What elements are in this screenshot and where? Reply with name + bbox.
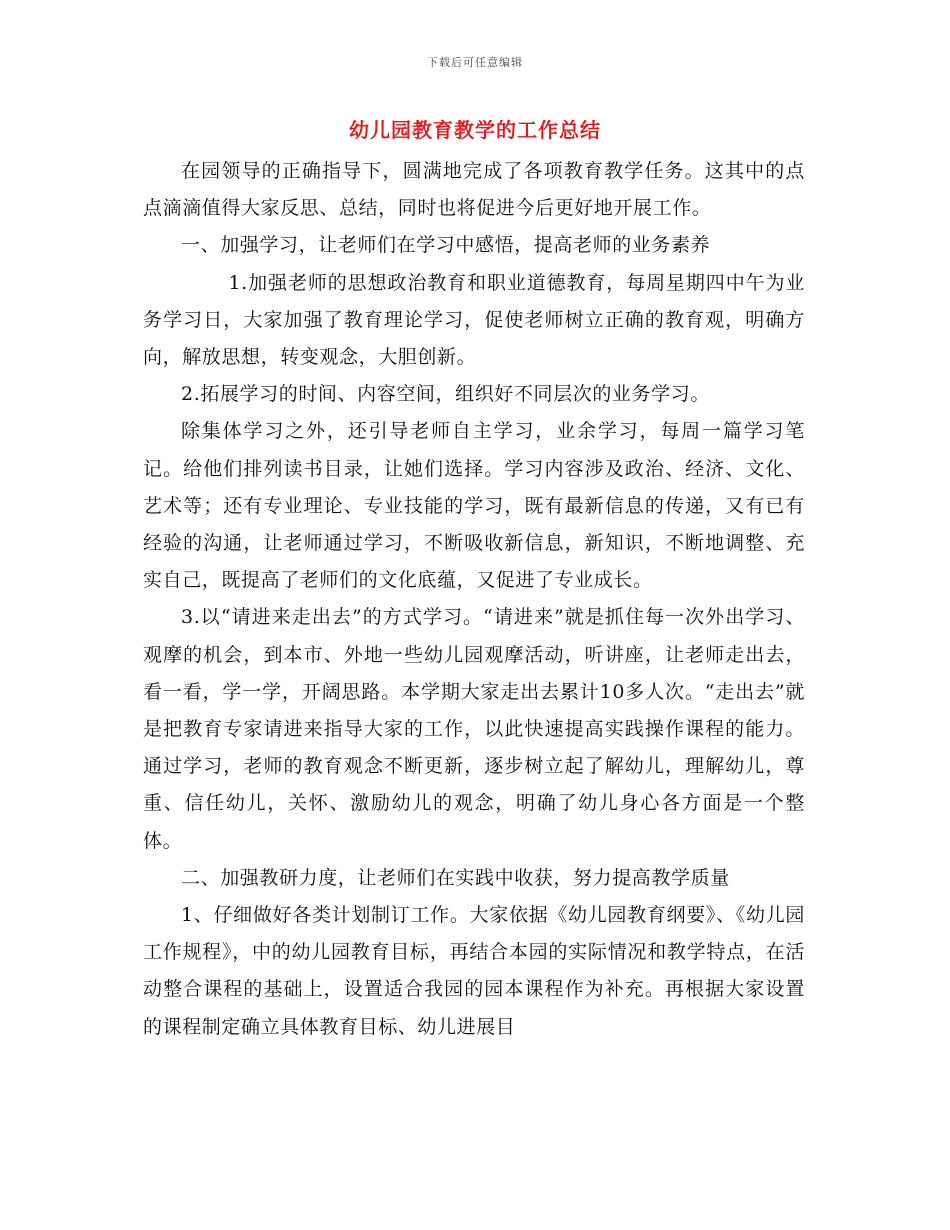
paragraph-intro: 在园领导的正确指导下，圆满地完成了各项教育教学任务。这其中的点点滴滴值得大家反思、总结，同时也将促进今后更好地开展工作。 xyxy=(143,160,805,220)
section-heading-1: 一、加强学习，让老师们在学习中感悟，提高老师的业务素养 xyxy=(181,234,711,257)
paragraph-item-1-3: 3.以“请进来走出去”的方式学习。“请进来”就是抓住每一次外出学习、观摩的机会，到本市、外地一些幼儿园观摩活动，听讲座，让老师走出去，看一看，学一学，开阔思路。本学期大家走出去累计10多人次。“走出去”就是把教育专家请进来指导大家的工作，以此快速提高实践操作课程的能力。通过学习，老师的教育观念不断更新，逐步树立起了解幼儿，理解幼儿，尊重、信任幼儿，关怀、激励幼儿的观念，明确了幼儿身心各方面是一个整体。 xyxy=(143,606,805,852)
document-title: 幼儿园教育教学的工作总结 xyxy=(349,118,601,142)
paragraph-self-study: 除集体学习之外，还引导老师自主学习，业余学习，每周一篇学习笔记。给他们排列读书目录，让她们选择。学习内容涉及政治、经济、文化、艺术等；还有专业理论、专业技能的学习，既有最新信息的传递，又有已有经验的沟通，让老师通过学习，不断吸收新信息，新知识，不断地调整、充实自己，既提高了老师们的文化底蕴，又促进了专业成长。 xyxy=(143,420,805,592)
section-heading-2: 二、加强教研力度，让老师们在实践中收获，努力提高教学质量 xyxy=(181,866,730,889)
paragraph-item-2-1: 1、仔细做好各类计划制订工作。大家依据《幼儿园教育纲要》、《幼儿园工作规程》，中的幼儿园教育目标，再结合本园的实际情况和教学特点，在活动整合课程的基础上，设置适合我园的园本课程作为补充。再根据大家设置的课程制定确立具体教育目标、幼儿进展目 xyxy=(143,904,805,1038)
header-note: 下载后可任意编辑 xyxy=(427,56,523,69)
paragraph-item-1-1: 1.加强老师的思想政治教育和职业道德教育，每周星期四中午为业务学习日，大家加强了教育理论学习，促使老师树立正确的教育观，明确方向，解放思想，转变观念，大胆创新。 xyxy=(143,271,805,369)
paragraph-item-1-2: 2.拓展学习的时间、内容空间，组织好不同层次的业务学习。 xyxy=(181,383,710,406)
document-body xyxy=(143,153,805,1046)
